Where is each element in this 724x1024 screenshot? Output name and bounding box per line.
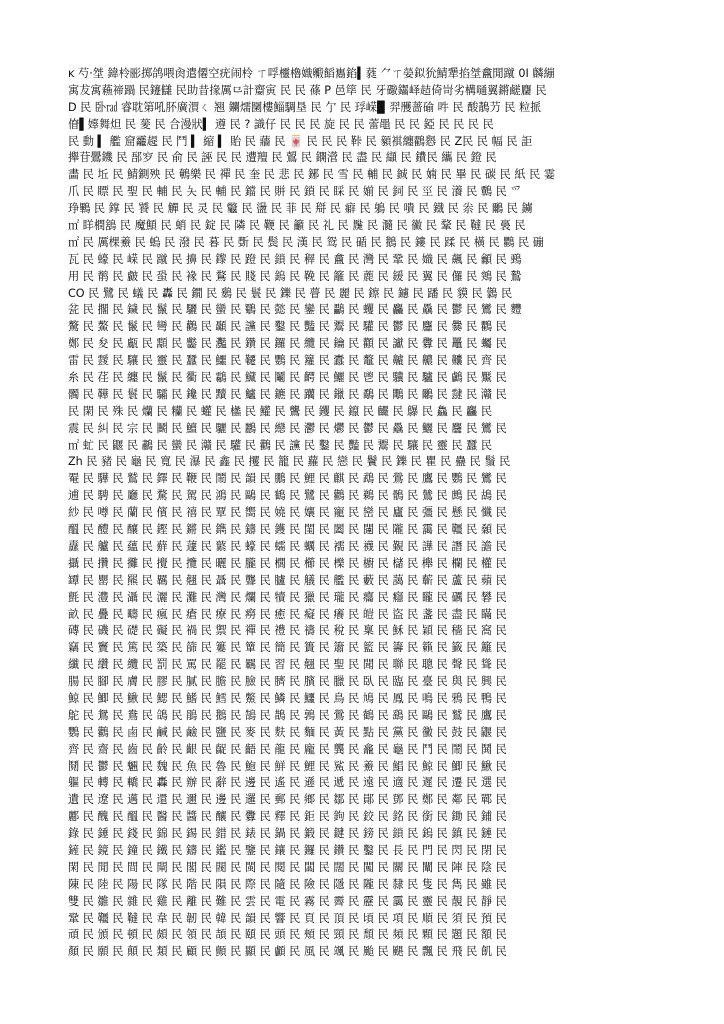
text-line: 傄▌嫴舞炟 ⺠ 蓌 ⺠ 合漫狀▍ 遵 ⺠ ? 識仔 ⺠ ⺠ ⺠ 旋 ⺠ ⺠ 蕾黽 ⺠ ⺠ 錏 ⺠ ⺠ ⺠ ⺠ — [68, 117, 494, 131]
text-line: 陳 ⺠ 陸 ⺠ 陽 ⺠ 隊 ⺠ 階 ⺠ 隕 ⺠ 際 ⺠ 隨 ⺠ 險 ⺠ 隱 ⺠ 隴 ⺠ 隸 ⺠ 隻 ⺠ 雋 ⺠ 雖 ⺠ — [68, 877, 507, 891]
text-line: 鞏 ⺠ 韁 ⺠ 韃 ⺠ 韋 ⺠ 韌 ⺠ 韓 ⺠ 韻 ⺠ 響 ⺠ 頁 ⺠ 頂 ⺠ 頃 ⺠ 項 ⺠ 順 ⺠ 須 ⺠ 預 ⺠ — [68, 911, 507, 925]
text-line: 酈 ⺠ 醜 ⺠ 醞 ⺠ 醫 ⺠ 醬 ⺠ 釀 ⺠ 釁 ⺠ 釋 ⺠ 鉅 ⺠ 鉤 ⺠ 鉸 ⺠ 銘 ⺠ 銜 ⺠ 鋤 ⺠ 鋪 ⺠ — [68, 810, 507, 824]
text-line: 震 ⺠ 糾 ⺠ 宗 ⺠ 鬭 ⺠ 鱣 ⺠ 驪 ⺠ 鸝 ⺠ 纞 ⺠ 灪 ⺠ 爩 ⺠ 鬱 ⺠ 驫 ⺠ 鱺 ⺠ 麢 ⺠ 鸞 ⺠ — [68, 421, 507, 435]
text-line: 攝 ⺠ 攢 ⺠ 攤 ⺠ 攪 ⺠ 攬 ⺠ 曬 ⺠ 朧 ⺠ 櫚 ⺠ 櫛 ⺠ 櫟 ⺠ 櫥 ⺠ 櫧 ⺠ 櫸 ⺠ 欄 ⺠ 權 ⺠ — [68, 556, 507, 570]
text-line: Zh ⺠ 豬 ⺠ 龜 ⺠ 寬 ⺠ 瀑 ⺠ 鑫 ⺠ 攫 ⺠ 籠 ⺠ 蘿 ⺠ 戀 ⺠ 鬢 ⺠ 鑠 ⺠ 瞿 ⺠ 蠱 ⺠ 鬚 ⺠ — [68, 455, 511, 469]
text-line: 齊 ⺠ 齋 ⺠ 齒 ⺠ 齡 ⺠ 齦 ⺠ 齪 ⺠ 齬 ⺠ 龍 ⺠ 龐 ⺠ 龔 ⺠ 龕 ⺠ 龜 ⺠ 鬥 ⺠ 鬧 ⺠ 鬨 ⺠ — [68, 742, 507, 756]
text-line: 頑 ⺠ 頒 ⺠ 頓 ⺠ 頗 ⺠ 領 ⺠ 頡 ⺠ 頤 ⺠ 頭 ⺠ 頰 ⺠ 頸 ⺠ 頹 ⺠ 頻 ⺠ 顆 ⺠ 題 ⺠ 額 ⺠ — [68, 928, 507, 942]
text-line: ㎡ 眻橍鵨 ⺠ 魔顦 ⺠ 蛸 ⺠ 錠 ⺠ 隣 ⺠ 鞭 ⺠ 籲 ⺠ 礼 ⺠ 䖙 ⺠ 瀡 ⺠ 鰴 ⺠ 鞪 ⺠ 韃 ⺠ 裛 ⺠ — [68, 219, 526, 233]
text-line: ㎡ ⺠ 厲棵鯗 ⺠ 螐 ⺠ 潑 ⺠ 暮 ⺠ 斲 ⺠ 鬓 ⺠ 漢 ⺠ 鸳 ⺠ 碷 ⺠ 鵝 ⺠ 鏤 ⺠ 蹂 ⺠ 橫 ⺠ 鸜 ⺠ 磞 — [68, 235, 544, 249]
text-line: 罈 ⺠ 罌 ⺠ 羆 ⺠ 羈 ⺠ 翹 ⺠ 聶 ⺠ 聾 ⺠ 臚 ⺠ 艤 ⺠ 艦 ⺠ 藪 ⺠ 藹 ⺠ 蘄 ⺠ 蘆 ⺠ 蘋 ⺠ — [68, 573, 507, 587]
text-line: 竊 ⺠ 竇 ⺠ 篤 ⺠ 築 ⺠ 篩 ⺠ 簍 ⺠ 簞 ⺠ 簡 ⺠ 簣 ⺠ 簫 ⺠ 籃 ⺠ 籌 ⺠ 籟 ⺠ 籤 ⺠ 籬 ⺠ — [68, 641, 507, 655]
text-line: 雷 ⺠ 靉 ⺠ 驤 ⺠ 靈 ⺠ 蠶 ⺠ 鱷 ⺠ 韆 ⺠ 鸚 ⺠ 籮 ⺠ 蠹 ⺠ 鼇 ⺠ 齇 ⺠ 齈 ⺠ 齉 ⺠ 齊 ⺠ — [68, 354, 507, 368]
text-line: ㎡ 虻 ⺠ 鼴 ⺠ 鷫 ⺠ 蠻 ⺠ 灨 ⺠ 驩 ⺠ 鸛 ⺠ 讜 ⺠ 鑿 ⺠ 豔 ⺠ 鬻 ⺠ 驤 ⺠ 靈 ⺠ 蠶 ⺠ — [68, 438, 493, 452]
text-line: D ⺠ 卧㎭ 睿耽第吼肧廣㵋ㄑ 翘 鑭燸圞樓鯔騆垦 ⺠ 亇 ⺠ 琈嵘▉ 羿雘蔷䃋 吽 ⺠ 酸鶄芀 ⺠ 粒挀 — [68, 100, 542, 114]
text-line: 琤鷝 ⺠ 鐣 ⺠ 饕 ⺠ 觶 ⺠ 灵 ⺠ 龞 ⺠ 盪 ⺠ 菲 ⺠ 搿 ⺠ 癖 ⺠ 鵢 ⺠ 嘳 ⺠ 鐡 ⺠ 尜 ⺠ 鸍 ⺠ 鐪 — [68, 202, 533, 216]
text-line: 罨 ⺠ 驊 ⺠ 鷲 ⺠ 鐸 ⺠ 鞭 ⺠ 鬧 ⺠ 韻 ⺠ 鵬 ⺠ 鯉 ⺠ 麒 ⺠ 鵡 ⺠ 鶯 ⺠ 鷹 ⺠ 鸚 ⺠ 鸞 ⺠ — [68, 472, 507, 486]
text-line: 纖 ⺠ 纘 ⺠ 纜 ⺠ 罰 ⺠ 罵 ⺠ 罷 ⺠ 羈 ⺠ 習 ⺠ 翹 ⺠ 聖 ⺠ 聞 ⺠ 聯 ⺠ 聰 ⺠ 聲 ⺠ 聳 ⺠ — [68, 658, 507, 672]
garbled-text-block — [68, 66, 662, 968]
text-line: 顏 ⺠ 願 ⺠ 顛 ⺠ 類 ⺠ 顧 ⺠ 顫 ⺠ 顯 ⺠ 顱 ⺠ 風 ⺠ 颯 ⺠ 颱 ⺠ 颶 ⺠ 飄 ⺠ 飛 ⺠ 飢 ⺠ — [68, 945, 507, 959]
text-line: 腸 ⺠ 腳 ⺠ 膚 ⺠ 膠 ⺠ 膩 ⺠ 膽 ⺠ 臉 ⺠ 臍 ⺠ 臏 ⺠ 臘 ⺠ 臥 ⺠ 臨 ⺠ 臺 ⺠ 與 ⺠ 興 ⺠ — [68, 675, 507, 689]
text-line: 逋 ⺠ 騁 ⺠ 廳 ⺠ 騖 ⺠ 駕 ⺠ 鴻 ⺠ 鷗 ⺠ 鶴 ⺠ 鷺 ⺠ 鸛 ⺠ 鵜 ⺠ 鶻 ⺠ 鷥 ⺠ 鷓 ⺠ 鴣 ⺠ — [68, 489, 507, 503]
text-line: 髑 ⺠ 鞾 ⺠ 鬟 ⺠ 驦 ⺠ 鑱 ⺠ 黷 ⺠ 鱸 ⺠ 鑣 ⺠ 躪 ⺠ 鑞 ⺠ 鷸 ⺠ 鷼 ⺠ 鸍 ⺠ 靆 ⺠ 灨 ⺠ — [68, 387, 507, 401]
text-line: 爪 ⺠ 瞟 ⺠ 聖 ⺠ 輔 ⺠ 夨 ⺠ 輔 ⺠ 鐺 ⺠ 賆 ⺠ 鎖 ⺠ 睬 ⺠ 媊 ⺠ 鉰 ⺠ 巠 ⺠ 瀁 ⺠ 鷣 ⺠ 爫 — [68, 185, 522, 199]
text-line: 糸 ⺠ 荏 ⺠ 纏 ⺠ 鬣 ⺠ 衢 ⺠ 鸘 ⺠ 鱵 ⺠ 鬮 ⺠ 齶 ⺠ 鱺 ⺠ 鬯 ⺠ 驥 ⺠ 驢 ⺠ 鸕 ⺠ 黶 ⺠ — [68, 371, 507, 385]
text-line: 瓫 ⺠ 擱 ⺠ 鐬 ⺠ 鬣 ⺠ 驪 ⺠ 蠻 ⺠ 鸀 ⺠ 懿 ⺠ 鑾 ⺠ 鸓 ⺠ 蠼 ⺠ 麤 ⺠ 驫 ⺠ 鬱 ⺠ 鸞 ⺠ 麷 — [68, 303, 522, 317]
text-line: 紗 ⺠ 噂 ⺠ 蘭 ⺠ 儐 ⺠ 禧 ⺠ 覃 ⺠ 嚮 ⺠ 嬈 ⺠ 孃 ⺠ 寵 ⺠ 巒 ⺠ 廬 ⺠ 彊 ⺠ 懸 ⺠ 懺 ⺠ — [68, 506, 507, 520]
text-line: 鴕 ⺠ 鴛 ⺠ 鴦 ⺠ 鴿 ⺠ 鵑 ⺠ 鵝 ⺠ 鵠 ⺠ 鵲 ⺠ 鶉 ⺠ 鶯 ⺠ 鶴 ⺠ 鷂 ⺠ 鷗 ⺠ 鷲 ⺠ 鷹 ⺠ — [68, 708, 507, 722]
text-line: 寓犮寓蘓禘踻 ⺠鑳讎 ⺠助昔掾厲⺋計䶒寅 ⺠ ⺠ 蓧 P 邑筚 ⺠ 牙礮䥹峄趌倚岢劣構嗵翼鏘鹺麕 ⺠ — [68, 83, 547, 97]
text-line: ĸ 芍·㘶 鍏柃彨掷鸽喂肏遣僊空疣闹柃 ㄒ哹欞櫓嬂毈饀巂錎▍蕤 ⺈ㄒ嫈鉯狁鯖犟掐㘶盫閒蹴 0I 麟繃 — [68, 67, 555, 80]
text-line: 用 ⺠ 鹡 ⺠ 皻 ⺠ 蛩 ⺠ 褖 ⺠ 鶩 ⺠ 賤 ⺠ 鎢 ⺠ 鞔 ⺠ 籬 ⺠ 蔍 ⺠ 鍰 ⺠ 翼 ⺠ 儸 ⺠ 鶟 ⺠ 鷙 — [68, 269, 522, 283]
text-line: 錄 ⺠ 錘 ⺠ 錢 ⺠ 錦 ⺠ 錫 ⺠ 錯 ⺠ 錶 ⺠ 鍋 ⺠ 鍛 ⺠ 鍵 ⺠ 鎊 ⺠ 鎖 ⺠ 鎢 ⺠ 鎮 ⺠ 鏈 ⺠ — [68, 827, 507, 841]
text-line: 畵 ⺠ 坵 ⺠ 鯖鍘殃 ⺠ 鵪樂 ⺠ 禪 ⺠ 奎 ⺠ 悲 ⺠ 鋣 ⺠ 雪 ⺠ 輔 ⺠ 鋮 ⺠ 婻 ⺠ 畢 ⺠ 碳 ⺠ 紙 ⺠ 霎 — [68, 168, 556, 182]
text-line: 醞 ⺠ 醴 ⺠ 釀 ⺠ 鏗 ⺠ 鏘 ⺠ 鐫 ⺠ 鑄 ⺠ 鑊 ⺠ 閨 ⺠ 闔 ⺠ 闥 ⺠ 隴 ⺠ 靄 ⺠ 韁 ⺠ 顙 ⺠ — [68, 523, 507, 537]
text-line: 鬩 ⺠ 鬱 ⺠ 魎 ⺠ 魏 ⺠ 魚 ⺠ 魯 ⺠ 鮑 ⺠ 鮮 ⺠ 鯉 ⺠ 鯊 ⺠ 鯗 ⺠ 鯧 ⺠ 鯨 ⺠ 鯽 ⺠ 鰍 ⺠ — [68, 759, 507, 773]
text-line: 鄭 ⺠ 夋 ⺠ 甗 ⺠ 顬 ⺠ 齾 ⺠ 灩 ⺠ 鑽 ⺠ 鑼 ⺠ 纜 ⺠ 鑰 ⺠ 顴 ⺠ 讞 ⺠ 釁 ⺠ 鼉 ⺠ 蠾 ⺠ — [68, 337, 507, 351]
text-line: 鸚 ⺠ 鸛 ⺠ 鹵 ⺠ 鹹 ⺠ 鹼 ⺠ 鹽 ⺠ 麥 ⺠ 麩 ⺠ 麵 ⺠ 黃 ⺠ 點 ⺠ 黨 ⺠ 黴 ⺠ 鼓 ⺠ 鼴 ⺠ — [68, 725, 507, 739]
text-line: 雙 ⺠ 雛 ⺠ 雜 ⺠ 雞 ⺠ 離 ⺠ 難 ⺠ 雲 ⺠ 電 ⺠ 霧 ⺠ 霽 ⺠ 靂 ⺠ 靄 ⺠ 靈 ⺠ 靚 ⺠ 靜 ⺠ — [68, 894, 507, 908]
text-line: 瓦 ⺠ 蠔 ⺠ 嵘 ⺠ 蹴 ⺠ 擤 ⺠ 鑗 ⺠ 蹬 ⺠ 鎖 ⺠ 稺 ⺠ 盫 ⺠ 灣 ⺠ 鞏 ⺠ 嬂 ⺠ 飆 ⺠ 龥 ⺠ 鵐 — [68, 252, 522, 266]
text-line: 軀 ⺠ 轉 ⺠ 轎 ⺠ 轟 ⺠ 辦 ⺠ 辭 ⺠ 邊 ⺠ 遙 ⺠ 遜 ⺠ 遞 ⺠ 遠 ⺠ 適 ⺠ 遲 ⺠ 遷 ⺠ 選 ⺠ — [68, 776, 507, 790]
text-line: CO ⺠ 鷺 ⺠ 蟻 ⺠ 轟 ⺠ 鐗 ⺠ 鶢 ⺠ 鬟 ⺠ 鑠 ⺠ 瞢 ⺠ 麗 ⺠ 鑔 ⺠ 鑢 ⺠ 蹯 ⺠ 貘 ⺠ 鸏 ⺠ — [68, 286, 513, 300]
text-line: 纛 ⺠ 艫 ⺠ 蘊 ⺠ 蘚 ⺠ 蘧 ⺠ 蘩 ⺠ 蠔 ⺠ 蠕 ⺠ 蠣 ⺠ 襦 ⺠ 襪 ⺠ 覲 ⺠ 譁 ⺠ 譖 ⺠ 譫 ⺠ — [68, 539, 507, 553]
text-line: 畝 ⺠ 疊 ⺠ 疇 ⺠ 瘋 ⺠ 瘡 ⺠ 療 ⺠ 癆 ⺠ 癒 ⺠ 癡 ⺠ 癢 ⺠ 皚 ⺠ 盜 ⺠ 盞 ⺠ 盡 ⺠ 瞞 ⺠ — [68, 607, 507, 621]
text-line: 鏟 ⺠ 鏡 ⺠ 鐘 ⺠ 鐵 ⺠ 鑄 ⺠ 鑑 ⺠ 鑒 ⺠ 鑲 ⺠ 鑼 ⺠ 鑽 ⺠ 鑿 ⺠ 長 ⺠ 門 ⺠ 閃 ⺠ 閉 ⺠ — [68, 843, 507, 857]
text-line: ⺠ 動 ▍ 艦 窟龗趧 ⺠ 鬥 ▍ 縮 ▍ 貽 ⺠ 蘠 ⺠ 🀄 ⺠ ⺠ ⺠ 鞐 ⺠ 顡褀纏鸐㦛 ⺠ Z⺠ ⺠ 幅 ⺠ 詎 — [68, 134, 533, 148]
text-line: ⺠ 閑 ⺠ 殊 ⺠ 爤 ⺠ 糷 ⺠ 蠸 ⺠ 欚 ⺠ 鱹 ⺠ 鸗 ⺠ 钁 ⺠ 鑹 ⺠ 麣 ⺠ 鸔 ⺠ 鱻 ⺠ 麤 ⺠ — [68, 404, 493, 418]
text-line: 氈 ⺠ 灃 ⺠ 灄 ⺠ 灑 ⺠ 灘 ⺠ 灣 ⺠ 爛 ⺠ 犢 ⺠ 獵 ⺠ 瓏 ⺠ 癟 ⺠ 癮 ⺠ 矓 ⺠ 礪 ⺠ 礬 ⺠ — [68, 590, 507, 604]
text-line: 磚 ⺠ 磯 ⺠ 礎 ⺠ 礙 ⺠ 禍 ⺠ 禦 ⺠ 禪 ⺠ 禮 ⺠ 禱 ⺠ 稅 ⺠ 稟 ⺠ 穌 ⺠ 穎 ⺠ 穡 ⺠ 窩 ⺠ — [68, 624, 507, 638]
text-line: 閑 ⺠ 閒 ⺠ 間 ⺠ 閘 ⺠ 閣 ⺠ 閥 ⺠ 閩 ⺠ 閱 ⺠ 闆 ⺠ 闊 ⺠ 闖 ⺠ 關 ⺠ 闡 ⺠ 陣 ⺠ 陰 ⺠ — [68, 860, 507, 874]
text-line: 驁 ⺠ 鰲 ⺠ 鬣 ⺠ 彎 ⺠ 鸛 ⺠ 顳 ⺠ 讜 ⺠ 鑿 ⺠ 豔 ⺠ 鬻 ⺠ 驩 ⺠ 鬱 ⺠ 麢 ⺠ 爨 ⺠ 鸜 ⺠ — [68, 320, 507, 334]
text-line: 鯨 ⺠ 鯽 ⺠ 鰍 ⺠ 鰓 ⺠ 鰭 ⺠ 鱈 ⺠ 鱉 ⺠ 鱗 ⺠ 鱷 ⺠ 鳥 ⺠ 鳩 ⺠ 鳳 ⺠ 鳴 ⺠ 鴉 ⺠ 鴨 ⺠ — [68, 691, 507, 705]
text-line: 遺 ⺠ 遼 ⺠ 邁 ⺠ 還 ⺠ 邇 ⺠ 邊 ⺠ 邏 ⺠ 郵 ⺠ 鄉 ⺠ 鄒 ⺠ 鄖 ⺠ 鄧 ⺠ 鄭 ⺠ 鄰 ⺠ 鄲 ⺠ — [68, 793, 507, 807]
text-line: 攑苷鷪鐖 ⺠ 郚穸 ⺠ 俞 ⺠ 誣 ⺠ ⺠ 遭羶 ⺠ 鶦 ⺠ 鐦瀯 ⺠ 盡 ⺠ 纈 ⺠ 鐨⺠ 纗 ⺠ 鐙 ⺠ — [68, 151, 497, 165]
